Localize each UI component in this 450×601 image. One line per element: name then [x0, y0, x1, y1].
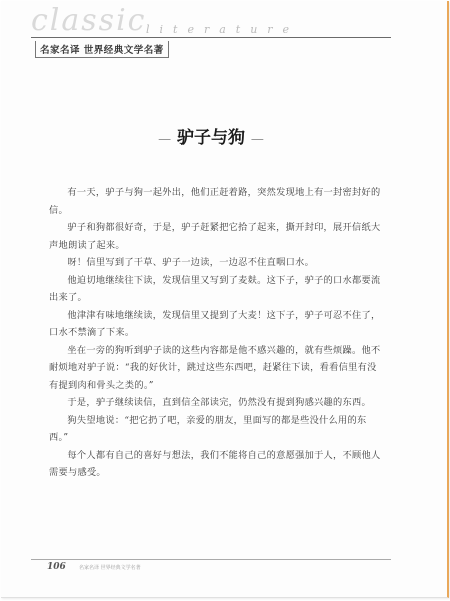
paragraph: 驴子和狗都很好奇，于是，驴子赶紧把它拾了起来，撕开封印，展开信纸大声地朗读了起来。 — [49, 222, 381, 251]
page-number: 106 — [47, 562, 66, 572]
paragraph: 狗失望地说：“把它扔了吧，亲爱的朋友，里面写的都是些没什么用的东西。” — [49, 414, 367, 443]
book-page — [1, 1, 449, 598]
moral-paragraph: 每个人都有自己的喜好与想法，我们不能将自己的意愿强加于人，不顾他人需要与感受。 — [49, 449, 381, 478]
title-text: 驴子与狗 — [177, 128, 245, 148]
header-rule — [31, 37, 391, 38]
story-title — [1, 123, 421, 148]
paragraph: 于是，驴子继续读信，直到信全部读完，仍然没有提到狗感兴趣的东西。 — [67, 397, 371, 408]
title-dash-left: — — [158, 132, 172, 147]
literature-watermark: literature — [146, 23, 300, 36]
paragraph: 他津津有味地继续读，发现信里又提到了大麦！这下子，驴子可忍不住了，口水不禁滴了下来。 — [49, 309, 381, 338]
classic-watermark: classic — [31, 3, 147, 38]
paragraph: 他迫切地继续往下读，发现信里又写到了麦麸。这下子，驴子的口水都要流出来了。 — [49, 274, 381, 303]
paragraph: 呀！信里写到了干草、驴子一边读，一边忍不住直咽口水。 — [67, 257, 315, 268]
title-dash-right: — — [250, 132, 264, 147]
footer-rule — [31, 559, 391, 560]
series-label: 名家名译 世界经典文学名著 — [35, 41, 169, 58]
paragraph: 有一天，驴子与狗一起外出，他们正赶着路，突然发现地上有一封密封好的信。 — [49, 187, 381, 216]
paragraph: 坐在一旁的狗听到驴子读的这些内容都是他不感兴趣的，就有些烦躁。他不耐烦地对驴子说：“我的好伙计，跳过这些东西吧，赶紧往下读，看看信里有没有提到肉和骨头之类的。” — [49, 344, 381, 391]
footer-series-label: 名家名译 世界经典文学名著 — [79, 565, 141, 571]
story-body — [49, 184, 383, 482]
